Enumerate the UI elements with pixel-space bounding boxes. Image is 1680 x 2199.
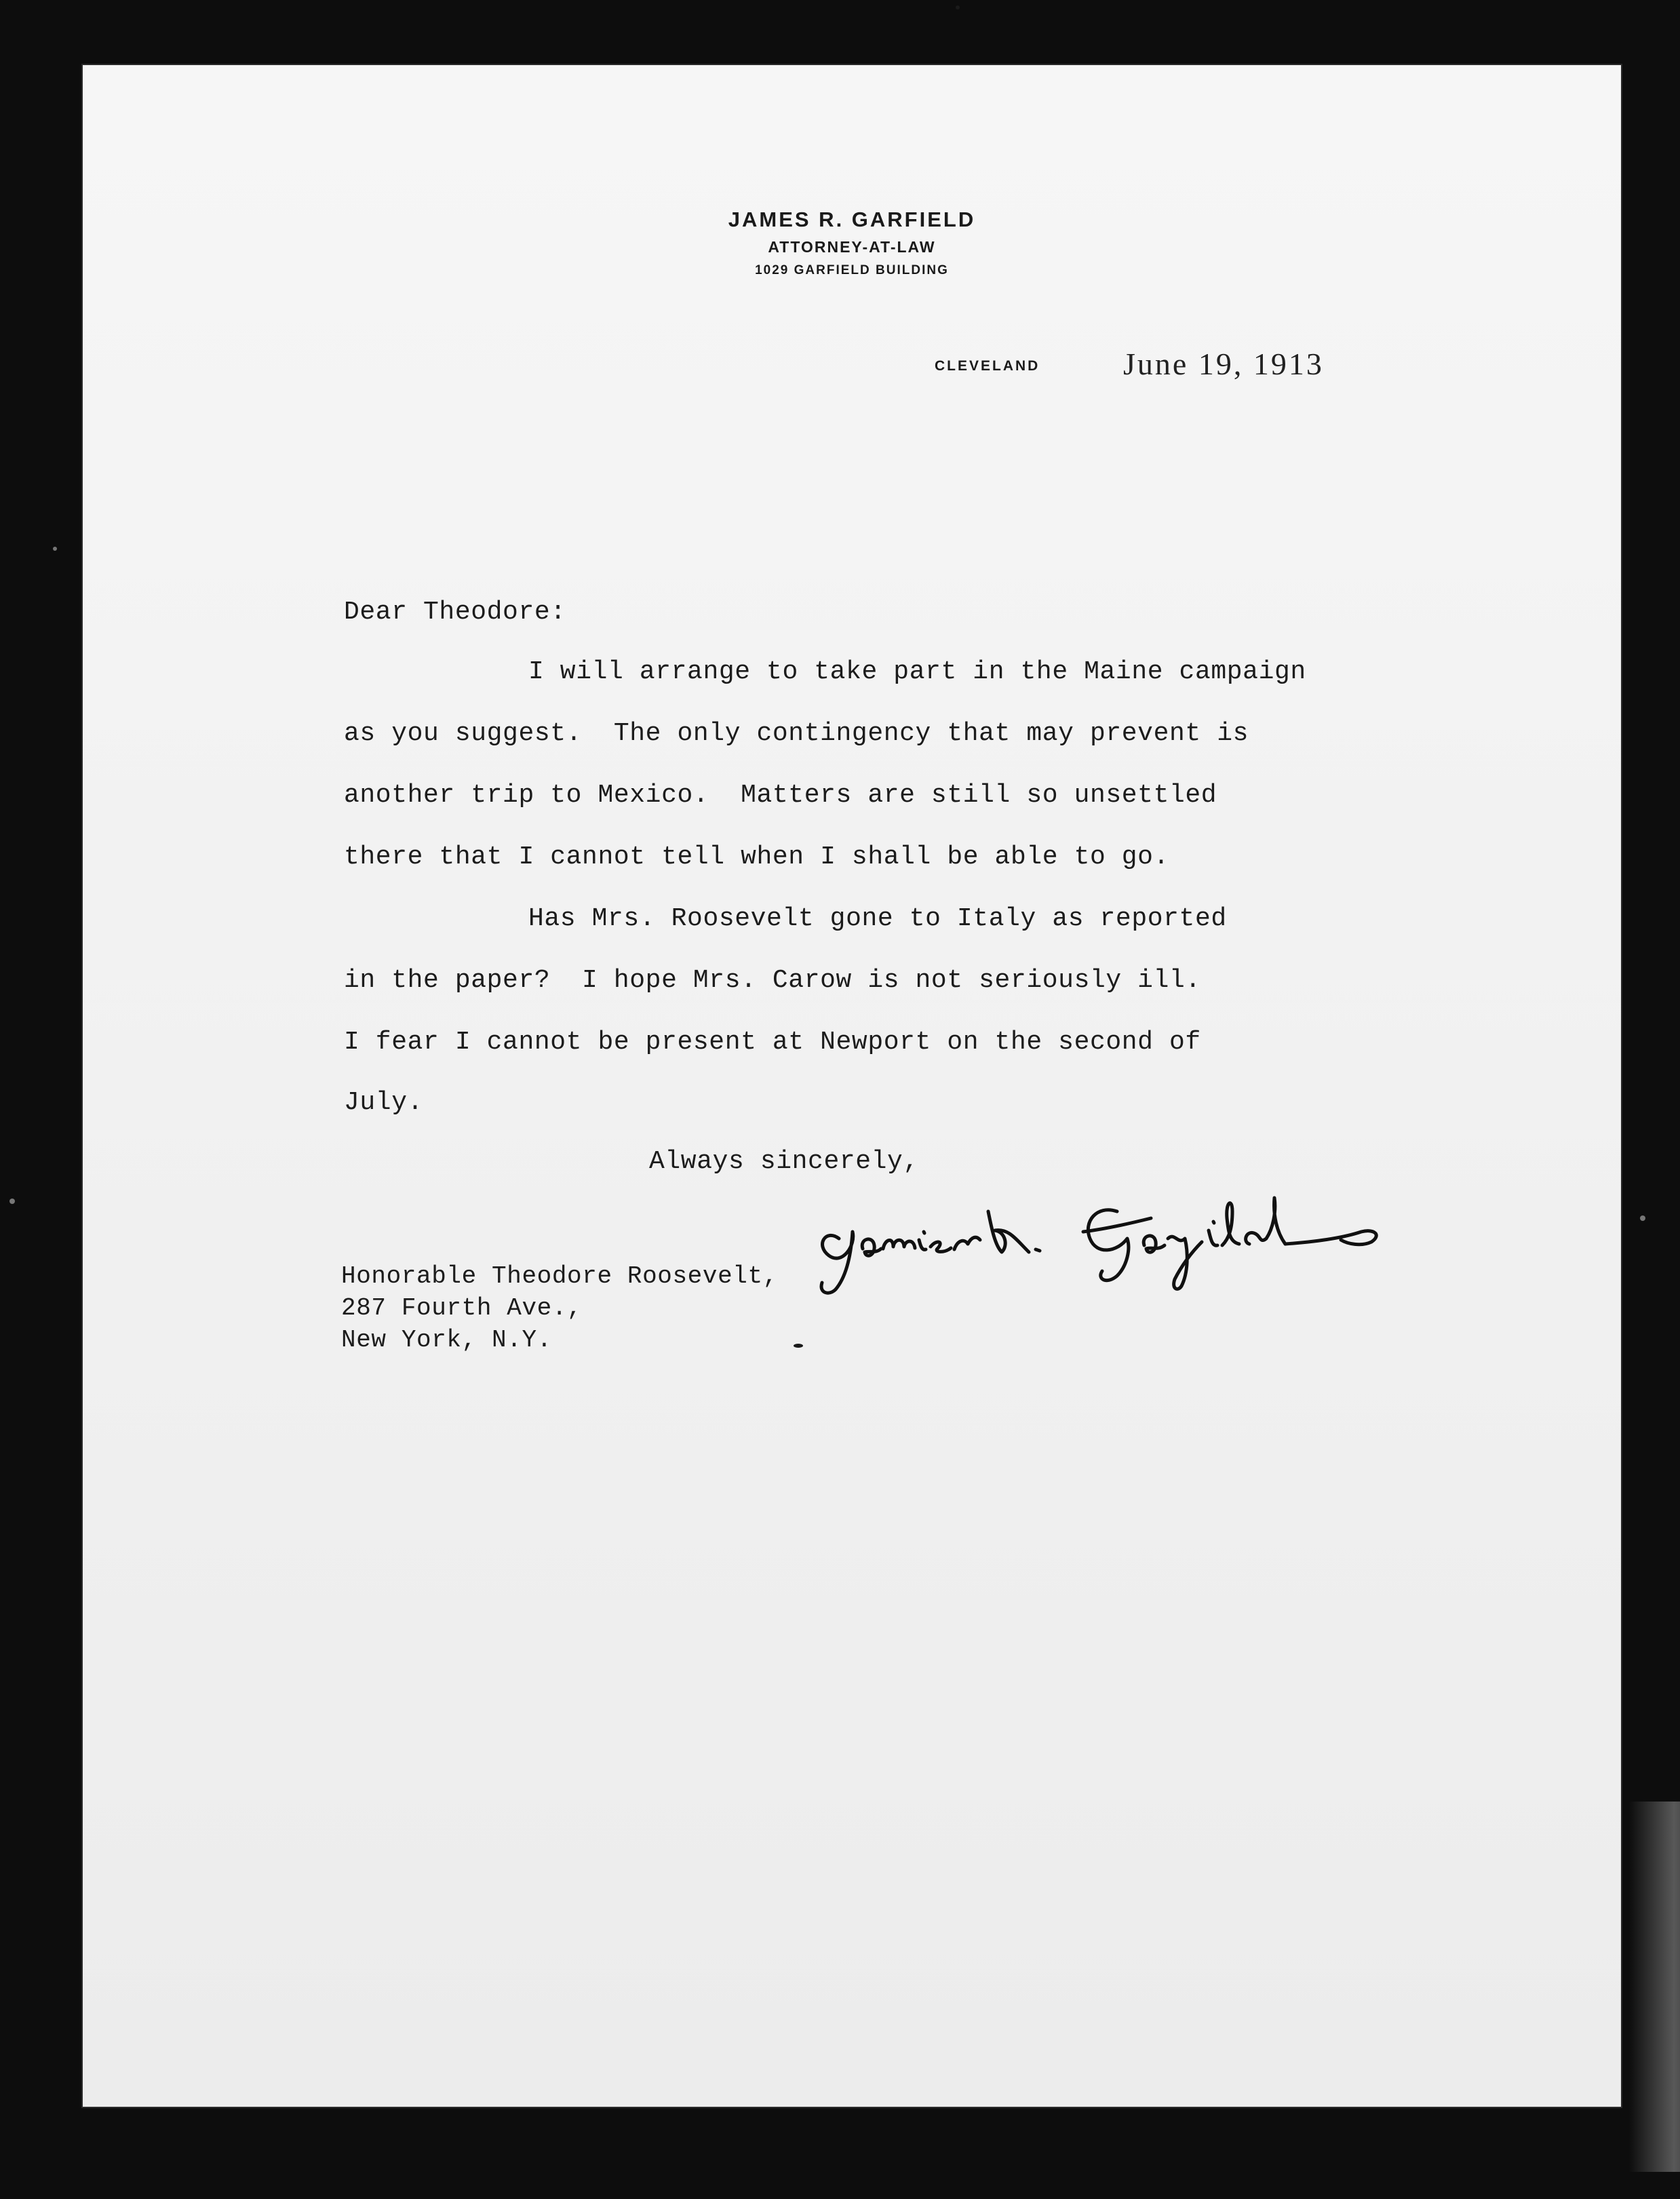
ink-mark [794, 1344, 803, 1348]
page-curl-shadow [1629, 1802, 1680, 2172]
dust-speck [9, 1199, 15, 1204]
recipient-line: New York, N.Y. [341, 1326, 552, 1354]
closing: Always sincerely, [649, 1147, 919, 1176]
body-line: as you suggest. The only contingency that may prevent is [344, 719, 1249, 748]
dust-speck [1640, 1215, 1645, 1221]
recipient-line: 287 Fourth Ave., [341, 1294, 583, 1322]
recipient-line: Honorable Theodore Roosevelt, [341, 1262, 778, 1290]
body-line: I will arrange to take part in the Maine campaign [528, 657, 1306, 686]
salutation: Dear Theodore: [344, 598, 566, 627]
body-line: July. [344, 1088, 424, 1117]
dust-speck [956, 5, 960, 9]
body-line: another trip to Mexico. Matters are still so unsettled [344, 781, 1217, 810]
body-line: there that I cannot tell when I shall be able to go. [344, 842, 1169, 872]
body-line: Has Mrs. Roosevelt gone to Italy as reported [528, 904, 1227, 933]
letterhead-name: JAMES R. GARFIELD [728, 208, 976, 231]
dateline-date: June 19, 1913 [1123, 347, 1324, 381]
letterhead-address: 1029 GARFIELD BUILDING [755, 263, 949, 277]
handwritten-signature [798, 1164, 1477, 1300]
dateline-city: CLEVELAND [935, 358, 1040, 374]
body-line: in the paper? I hope Mrs. Carow is not seriously ill. [344, 966, 1201, 995]
letterhead-title: ATTORNEY-AT-LAW [768, 238, 936, 256]
letter-page [83, 65, 1621, 2107]
body-line: I fear I cannot be present at Newport on the second of [344, 1028, 1201, 1057]
dust-speck [53, 547, 57, 551]
